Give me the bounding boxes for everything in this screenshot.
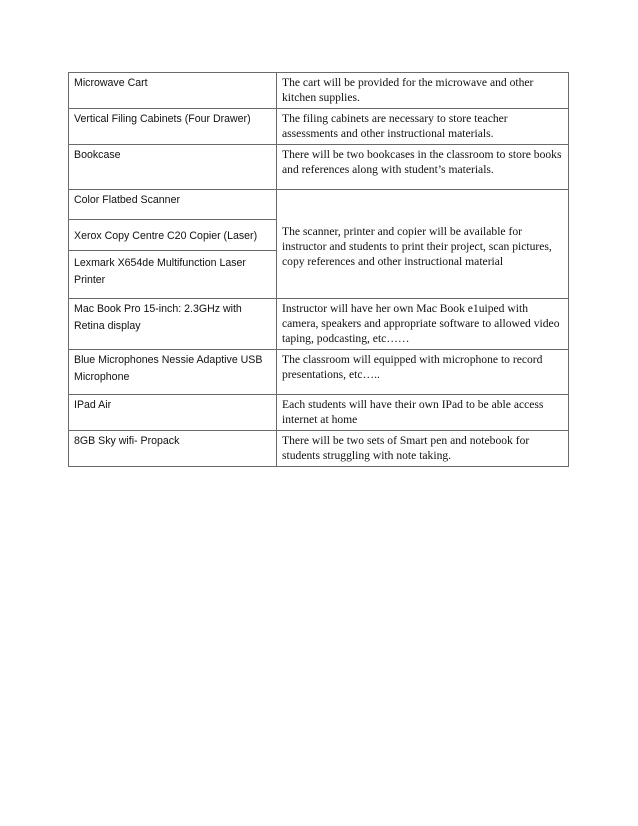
item-name: Bookcase (74, 149, 121, 161)
item-description: There will be two bookcases in the classroom to store books and references along with student’s materials. (282, 148, 562, 176)
table-row (69, 431, 569, 467)
item-cell (69, 350, 277, 395)
table-row (69, 73, 569, 109)
item-name: Microwave Cart (74, 77, 148, 89)
item-cell (69, 190, 277, 220)
item-description: The filing cabinets are necessary to store teacher assessments and other instructional materials. (282, 112, 508, 140)
description-cell (277, 395, 569, 431)
item-name: 8GB Sky wifi- Propack (74, 435, 180, 447)
item-description: The scanner, printer and copier will be available for instructor and students to print their project, scan pictures, copy references and other instructional material (282, 225, 552, 268)
table-row (69, 109, 569, 145)
description-cell (277, 299, 569, 350)
item-name: Blue Microphones Nessie Adaptive USB Microphone (74, 354, 263, 383)
description-cell (277, 73, 569, 109)
description-cell (277, 350, 569, 395)
item-name: IPad Air (74, 399, 112, 411)
item-name: Vertical Filing Cabinets (Four Drawer) (74, 113, 251, 125)
item-name: Xerox Copy Centre C20 Copier (Laser) (74, 230, 258, 242)
table-row (69, 395, 569, 431)
item-cell (69, 299, 277, 350)
equipment-table (68, 72, 569, 467)
item-description: The classroom will equipped with microphone to record presentations, etc….. (282, 353, 543, 381)
item-cell (69, 220, 277, 251)
table-row (69, 350, 569, 395)
item-cell (69, 73, 277, 109)
item-name: Lexmark X654de Multifunction Laser Printer (74, 257, 246, 286)
shared-description-cell (277, 190, 569, 299)
item-description: The cart will be provided for the microwave and other kitchen supplies. (282, 76, 534, 104)
item-name: Color Flatbed Scanner (74, 194, 180, 206)
table-row (69, 190, 569, 220)
item-cell (69, 431, 277, 467)
item-cell (69, 395, 277, 431)
item-cell (69, 109, 277, 145)
table-row (69, 145, 569, 190)
item-cell (69, 251, 277, 299)
item-description: Each students will have their own IPad to be able access internet at home (282, 398, 544, 426)
item-cell (69, 145, 277, 190)
item-name: Mac Book Pro 15-inch: 2.3GHz with Retina display (74, 303, 242, 332)
description-cell (277, 431, 569, 467)
description-cell (277, 145, 569, 190)
item-description: Instructor will have her own Mac Book e1uiped with camera, speakers and appropriate software to allowed video taping, podcasting, etc…… (282, 302, 560, 345)
table-row (69, 299, 569, 350)
description-cell (277, 109, 569, 145)
item-description: There will be two sets of Smart pen and notebook for students struggling with note taking. (282, 434, 530, 462)
